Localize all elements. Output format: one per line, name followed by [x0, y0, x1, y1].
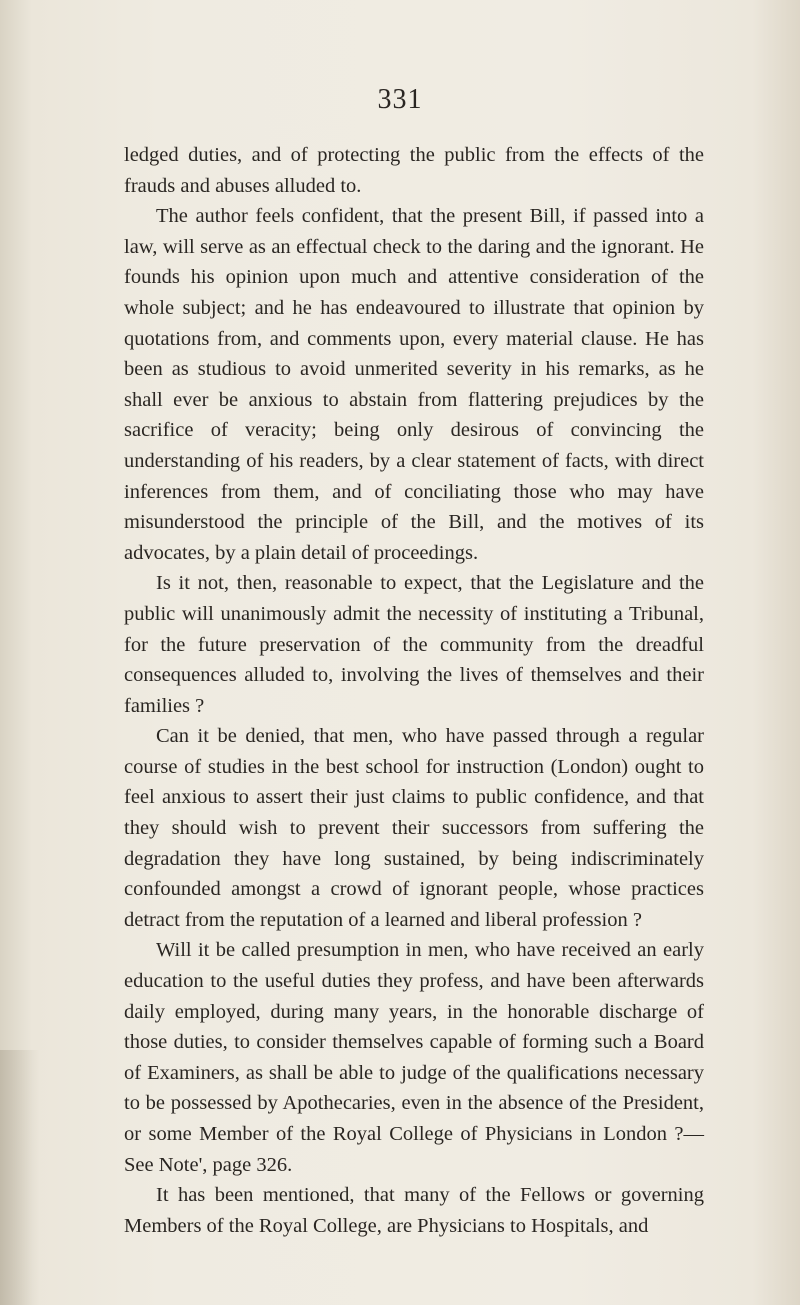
paragraph-public-confidence: Can it be denied, that men, who have passed through a regular course of studies in the best school for instruction (London) ought to feel anxious to assert their just claims to public confidence, and that they should wish to prevent their successors from suffering the degradation they have long sustained, by being indiscriminately confounded amongst a crowd of ignorant people, whose practices detract from the reputation of a learned and liberal profession ?: [124, 725, 704, 931]
paragraph-continuation: ledged duties, and of protecting the public from the effects of the frauds and abuses alluded to.: [124, 144, 704, 197]
page-edge-shadow: [0, 1050, 40, 1305]
body-text: [124, 140, 704, 1241]
paragraph-royal-college: It has been mentioned, that many of the Fellows or governing Members of the Royal College, are Physicians to Hospitals, and: [124, 1184, 704, 1237]
paragraph-board-of-examiners: Will it be called presumption in men, who have received an early education to the useful duties they profess, and have been afterwards daily employed, during many years, in the honorable discharge of those duties, to consider themselves capable of forming such a Board of Examiners, as shall be able to judge of the qualifications necessary to be possessed by Apothecaries, even in the absence of the President, or some Member of the Royal College of Physicians in London ?—See Note', page 326.: [124, 939, 704, 1176]
paragraph-tribunal-question: Is it not, then, reasonable to expect, that the Legislature and the public will unanimously admit the necessity of instituting a Tribunal, for the future preservation of the community from the dreadful consequences alluded to, involving the lives of themselves and their families ?: [124, 572, 704, 717]
paragraph-author-confidence: The author feels confident, that the present Bill, if passed into a law, will serve as an effectual check to the daring and the ignorant. He founds his opinion upon much and attentive consideration of the whole subject; and he has endeavoured to illustrate that opinion by quotations from, and comments upon, every material clause. He has been as studious to avoid unmerited severity in his remarks, as he shall ever be anxious to abstain from flattering prejudices by the sacrifice of veracity; being only desirous of convincing the understanding of his readers, by a clear statement of facts, with direct inferences from them, and of conciliating those who may have misunderstood the principle of the Bill, and the motives of its advocates, by a plain detail of proceedings.: [124, 205, 704, 564]
page-number: 331: [377, 84, 423, 115]
